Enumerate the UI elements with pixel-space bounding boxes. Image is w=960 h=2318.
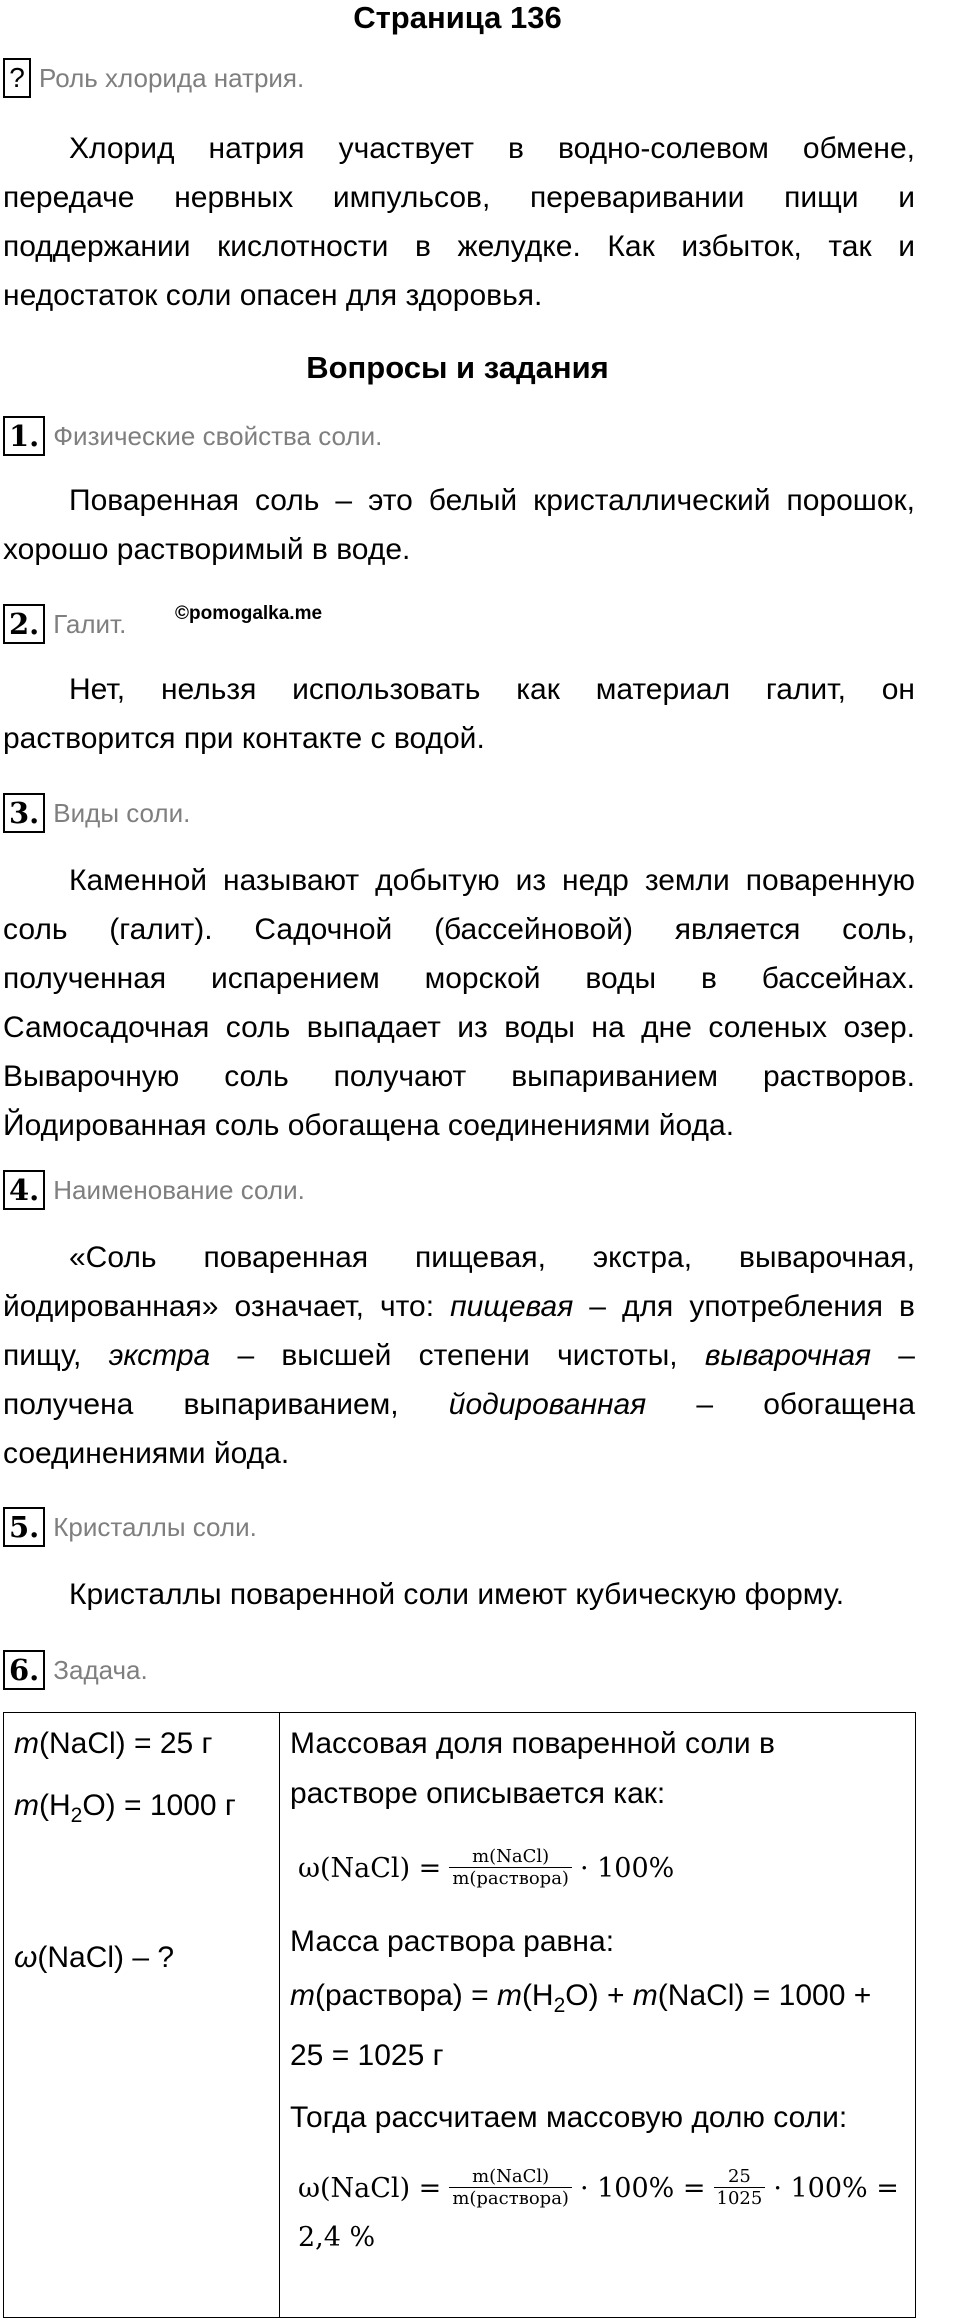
question-mark-box: ? — [3, 58, 31, 98]
formula-calculation: ω(NaCl) = $\frac{\text{m(NaCl)}}{\text{m(раствора)}}$ · 100% = $\frac{25}{1025}$ · 100% = — [298, 2165, 899, 2209]
question-4-answer: «Соль поваренная пищевая, экстра, выварочная, йодированная» означает, что: пищевая – для употребления в пищу, экстра – высшей степени чистоты, выварочная – получена выпариванием, йодированная – обогащена соединениями йода. — [3, 1241, 915, 1470]
task-table — [3, 1712, 916, 2318]
question-3-answer: Каменной называют добытую из недр земли поваренную соль (галит). Садочной (бассейновой) является соль, полученная испарением морской воды в бассейнах. Самосадочная соль выпадает из воды на дне соленых озер. Выварочную соль получают выпариванием растворов. Йодированная соль обогащена соединениями йода. — [3, 864, 915, 1142]
question-label: Задача. — [53, 1654, 148, 1685]
intro-heading — [3, 58, 304, 98]
question-number: 2. — [3, 604, 45, 644]
question-4-heading — [3, 1170, 305, 1210]
question-label: Галит. — [53, 608, 127, 639]
page-title: Страница 136 — [353, 0, 562, 35]
find-mass-fraction: ω(NaCl) – ? — [14, 1941, 175, 1974]
result-value: 2,4 % — [298, 2221, 376, 2253]
question-number: 4. — [3, 1170, 45, 1210]
question-5-answer: Кристаллы поваренной соли имеют кубическую форму. — [69, 1578, 845, 1611]
question-1-heading — [3, 416, 382, 456]
intro-text: Хлорид натрия участвует в водно-солевом обмене, передаче нервных импульсов, переваривании пищи и поддержании кислотности в желудке. Как избыток, так и недостаток соли опасен для здоровья. — [3, 132, 915, 312]
question-number: 5. — [3, 1507, 45, 1547]
solution-cell — [280, 1713, 916, 2318]
fraction: $\frac{25}{1025}$ — [714, 2167, 766, 2210]
intro-label: Роль хлорида натрия. — [39, 62, 305, 93]
question-label: Виды соли. — [53, 797, 191, 828]
fraction: $\frac{\text{m(NaCl)}}{\text{m(раствора)}}$ — [449, 1847, 572, 1890]
question-2-heading — [3, 604, 126, 644]
formula-mass-fraction: ω(NaCl) = $\frac{\text{m(NaCl)}}{\text{m(раствора)}}$ · 100% — [298, 1845, 675, 1889]
solution-text-2: Масса раствора равна: — [290, 1925, 615, 1958]
given-mass-nacl: m(NaCl) = 25 г — [14, 1727, 213, 1760]
solution-mass-solution: m(раствора) = $m(H_2O)$ + m(NaCl) = 1000 + 25 = 1025 г — [290, 1979, 872, 2072]
solution-text-3: Тогда рассчитаем массовую долю соли: — [290, 2101, 848, 2134]
question-label: Кристаллы соли. — [53, 1511, 257, 1542]
question-2-answer: Нет, нельзя использовать как материал галит, он растворится при контакте с водой. — [3, 673, 915, 755]
question-number: 1. — [3, 416, 45, 456]
given-cell — [4, 1713, 280, 2318]
question-label: Наименование соли. — [53, 1174, 305, 1205]
given-mass-water: $m(H_2O) = 1000$ г — [14, 1789, 236, 1827]
question-label: Физические свойства соли. — [53, 420, 383, 451]
solution-text-1: Массовая доля поваренной соли в растворе описывается как: — [290, 1727, 775, 1810]
question-3-heading — [3, 793, 190, 833]
fraction: $\frac{\text{m(NaCl)}}{\text{m(раствора)}}$ — [449, 2167, 572, 2210]
question-1-answer: Поваренная соль – это белый кристаллический порошок, хорошо растворимый в воде. — [3, 484, 915, 566]
watermark: ©pomogalka.me — [175, 603, 323, 624]
question-6-heading — [3, 1650, 148, 1690]
question-number: 3. — [3, 793, 45, 833]
question-5-heading — [3, 1507, 257, 1547]
question-number: 6. — [3, 1650, 45, 1690]
section-title: Вопросы и задания — [306, 350, 609, 385]
